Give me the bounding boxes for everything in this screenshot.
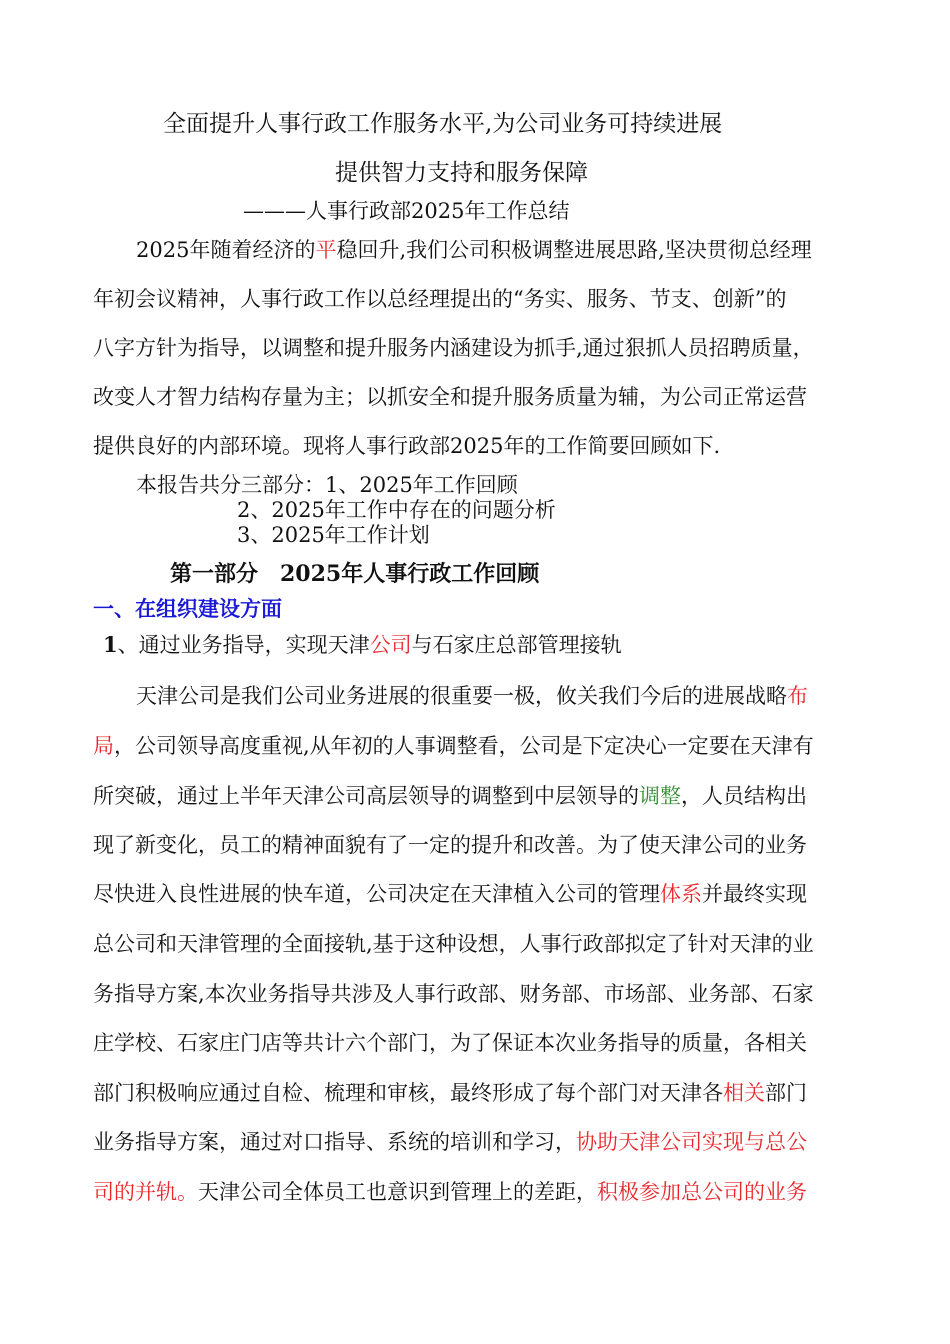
body-line — [93, 1179, 807, 1205]
highlight-red: 体系 — [660, 882, 702, 906]
text-run: 、通过业务指导，实现天津 — [117, 633, 370, 657]
text-run: ，人员结构出 — [681, 784, 807, 808]
text-run: 尽快进入良性进展的快车道，公司决定在天津植入公司的管理 — [93, 882, 660, 906]
intro-line: 八字方针为指导，以调整和提升服务内涵建设为抓手,通过狠抓人员招聘质量， — [93, 336, 814, 360]
text-run: 稳回升,我们公司积极调整进展思路,坚决贯彻总经理 — [336, 238, 812, 262]
outline-line: 2、2025年工作中存在的问题分析 — [237, 498, 556, 522]
text-run: 所突破，通过上半年天津公司高层领导的调整到中层领导的 — [93, 784, 639, 808]
body-line — [93, 783, 807, 809]
text-run: 天津公司全体员工也意识到管理上的差距， — [198, 1180, 597, 1204]
text-run: 部门 — [765, 1081, 807, 1105]
text-run: 2025年随着经济的 — [136, 238, 316, 262]
highlight-red: 司的并轨。 — [93, 1180, 198, 1204]
highlight-green: 调整 — [639, 784, 681, 808]
item-heading — [103, 632, 622, 658]
body-line — [136, 683, 808, 709]
text-run: 并最终实现 — [702, 882, 807, 906]
highlight-red: 公司 — [369, 633, 412, 657]
text-run: 部门积极响应通过自检、梳理和审核，最终形成了每个部门对天津各 — [93, 1081, 723, 1105]
doc-title-line2: 提供智力支持和服务保障 — [335, 160, 588, 186]
body-line: 总公司和天津管理的全面接轨,基于这种设想，人事行政部拟定了针对天津的业 — [93, 932, 814, 956]
text-run: 与石家庄总部管理接轨 — [411, 633, 622, 657]
text-run: 业务指导方案，通过对口指导、系统的培训和学习， — [93, 1130, 576, 1154]
body-line — [93, 1129, 807, 1155]
outline-line: 3、2025年工作计划 — [237, 523, 430, 547]
part1-heading: 第一部分 2025年人事行政工作回顾 — [170, 561, 540, 587]
intro-line: 改变人才智力结构存量为主；以抓安全和提升服务质量为辅，为公司正常运营 — [93, 385, 807, 409]
text-run: 天津公司是我们公司业务进展的很重要一极，攸关我们今后的进展战略 — [136, 684, 787, 708]
highlight-red: 相关 — [723, 1081, 765, 1105]
doc-subtitle: ———人事行政部2025年工作总结 — [243, 199, 570, 223]
doc-title-line1: 全面提升人事行政工作服务水平,为公司业务可持续进展 — [163, 111, 723, 137]
body-line — [93, 1080, 807, 1106]
body-line: 庄学校、石家庄门店等共计六个部门，为了保证本次业务指导的质量，各相关 — [93, 1031, 807, 1055]
outline-line: 本报告共分三部分：1、2025年工作回顾 — [136, 473, 518, 497]
highlight-red: 局 — [93, 734, 114, 758]
highlight-red: 协助天津公司实现与总公 — [576, 1130, 807, 1154]
intro-line: 年初会议精神，人事行政工作以总经理提出的“务实、服务、节支、创新”的 — [93, 287, 787, 311]
body-line — [93, 733, 814, 759]
highlight-red: 布 — [787, 684, 808, 708]
body-line — [93, 881, 807, 907]
text-run: ，公司领导高度重视,从年初的人事调整看，公司是下定决心一定要在天津有 — [114, 734, 814, 758]
highlight-red: 积极参加总公司的业务 — [597, 1180, 807, 1204]
body-line: 现了新变化，员工的精神面貌有了一定的提升和改善。为了使天津公司的业务 — [93, 833, 807, 857]
intro-line — [136, 237, 812, 263]
item-number: 1 — [103, 632, 118, 657]
body-line: 务指导方案,本次业务指导共涉及人事行政部、财务部、市场部、业务部、石家 — [93, 982, 814, 1006]
highlight-red: 平 — [315, 238, 337, 262]
section-heading: 一、在组织建设方面 — [93, 596, 282, 621]
intro-line: 提供良好的内部环境。现将人事行政部2025年的工作简要回顾如下. — [93, 434, 721, 458]
